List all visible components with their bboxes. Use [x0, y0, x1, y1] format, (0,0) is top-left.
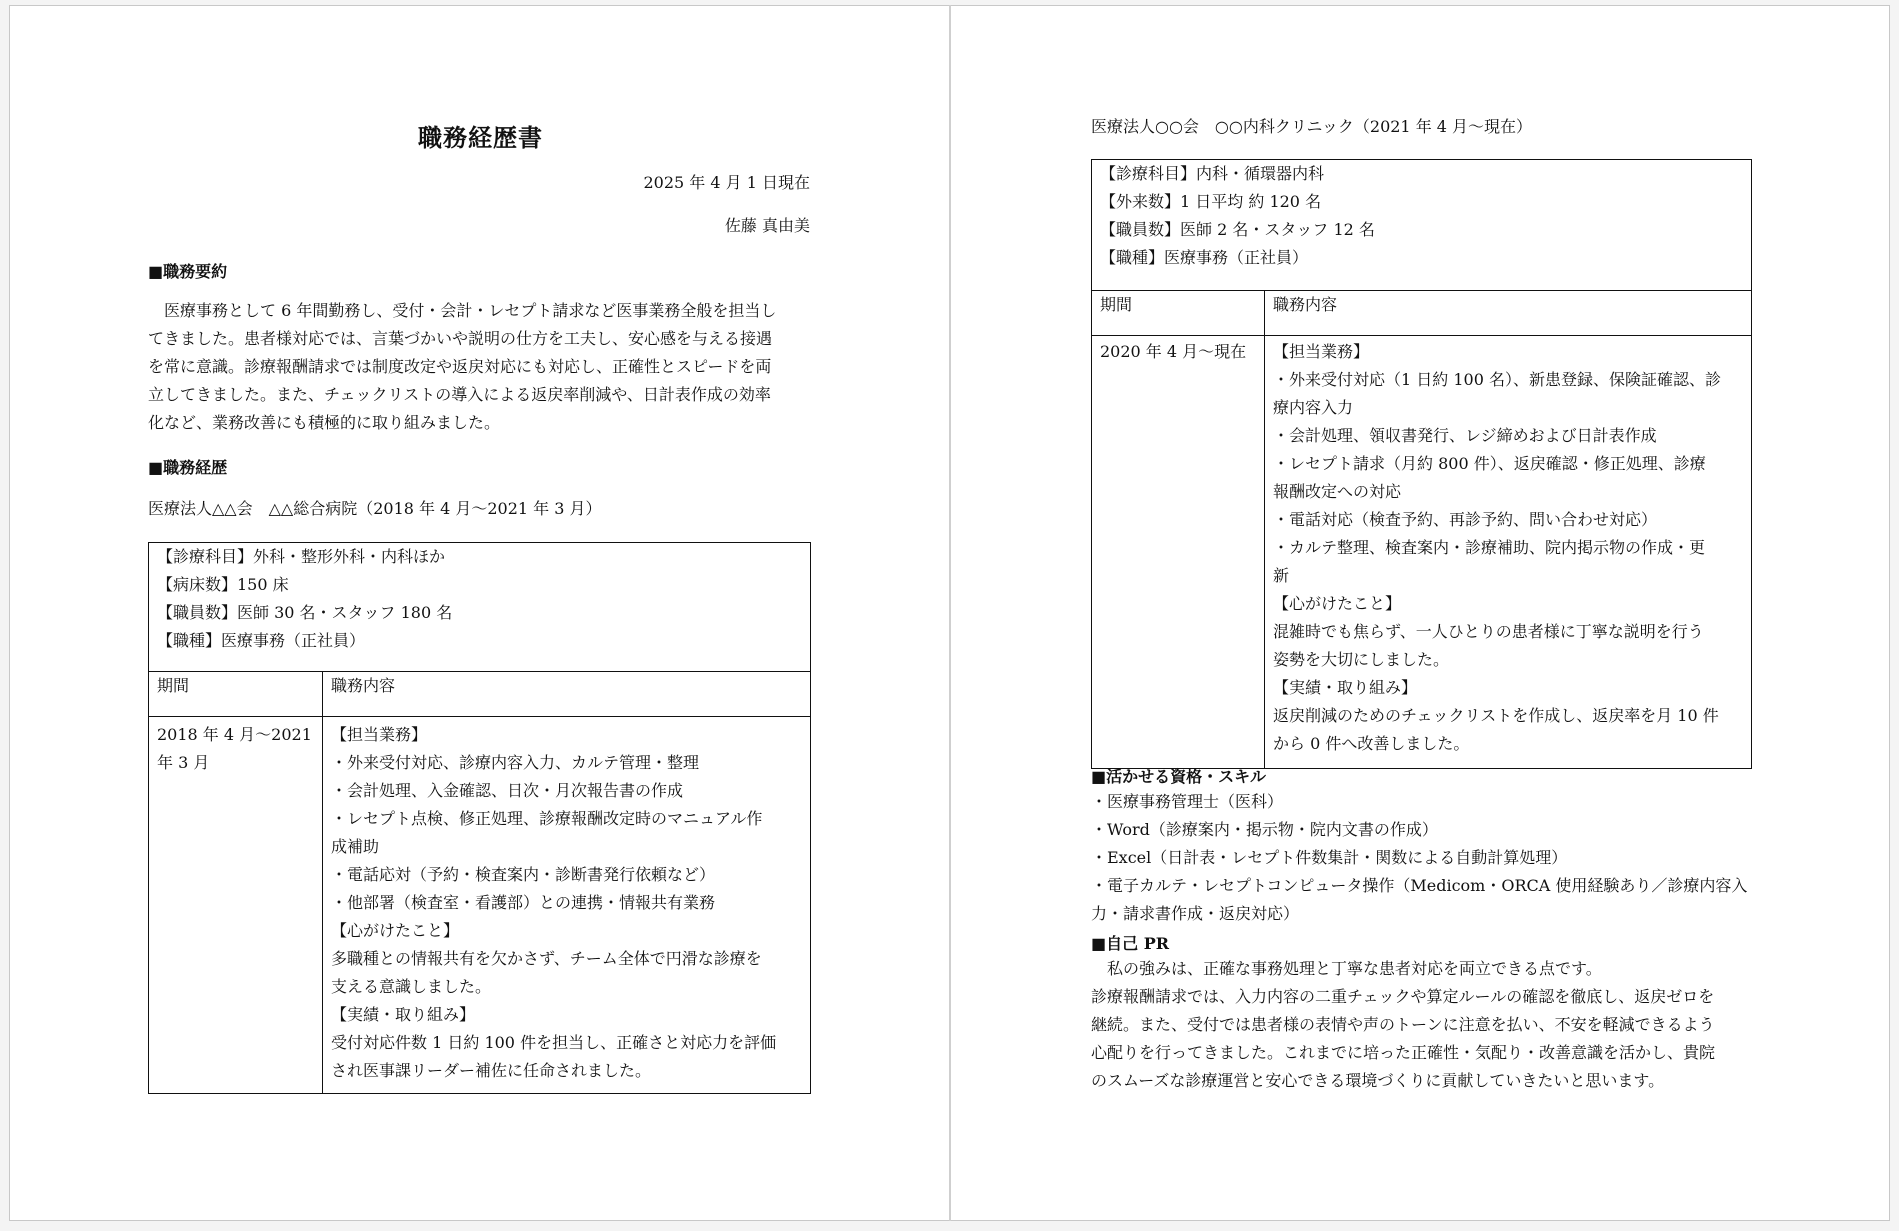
- pr-paragraph: [1091, 955, 1715, 1095]
- content-cell: [323, 717, 811, 1094]
- job-table-1: [148, 542, 811, 1094]
- skills-list: [1091, 788, 1747, 928]
- content-line: ・レセプト点検、修正処理、診療報酬改定時のマニュアル作: [331, 809, 763, 828]
- period-cell: [149, 717, 323, 1094]
- content-line: され医事課リーダー補佐に任命されました。: [331, 1061, 652, 1080]
- employer-line-2: 医療法人○○会 ○○内科クリニック（2021 年 4 月～現在）: [1091, 117, 1533, 136]
- table-row: [149, 717, 811, 1094]
- summary-heading: ■職務要約: [148, 262, 228, 281]
- info-row: [1092, 160, 1752, 291]
- content-line: ・電話応対（予約・検査案内・診断書発行依頼など）: [331, 865, 716, 884]
- table-row: [1092, 336, 1752, 769]
- info-line: 【診療科目】内科・循環器内科: [1100, 164, 1325, 183]
- period-cell: [1092, 336, 1265, 769]
- skill-item: ・電子カルテ・レセプトコンピュータ操作（Medicom・ORCA 使用経験あり／診療内容入: [1091, 876, 1748, 895]
- content-line: 【実績・取り組み】: [331, 1005, 476, 1024]
- content-line: 成補助: [331, 837, 380, 856]
- pr-line: のスムーズな診療運営と安心できる環境づくりに貢献していきたいと思います。: [1091, 1071, 1665, 1090]
- pr-heading: ■自己 PR: [1091, 934, 1170, 953]
- period-line: 2018 年 4 月～2021: [157, 725, 312, 744]
- info-cell: [1092, 160, 1752, 291]
- content-line: 返戻削減のためのチェックリストを作成し、返戻率を月 10 件: [1273, 706, 1719, 725]
- content-line: ・カルテ整理、検査案内・診療補助、院内掲示物の作成・更: [1273, 538, 1706, 557]
- content-line: 多職種との情報共有を欠かさず、チーム全体で円滑な診療を: [331, 949, 762, 968]
- info-row: [149, 543, 811, 672]
- content-line: 【担当業務】: [331, 725, 428, 744]
- content-line: ・他部署（検査室・看護部）との連携・情報共有業務: [331, 893, 716, 912]
- employer-line-1: 医療法人△△会 △△総合病院（2018 年 4 月～2021 年 3 月）: [148, 499, 602, 518]
- period-line: 年 3 月: [157, 753, 210, 772]
- content-line: から 0 件へ改善しました。: [1273, 734, 1470, 753]
- skill-item: ・Word（診療案内・掲示物・院内文書の作成）: [1091, 820, 1438, 839]
- period-header: 期間: [149, 672, 323, 717]
- content-line: 受付対応件数 1 日約 100 件を担当し、正確さと対応力を評価: [331, 1033, 777, 1052]
- info-cell: [149, 543, 811, 672]
- period-line: 2020 年 4 月～現在: [1100, 342, 1247, 361]
- summary-line: を常に意識。診療報酬請求では制度改定や返戻対応にも対応し、正確性とスピードを両: [148, 357, 772, 376]
- content-line: 【実績・取り組み】: [1273, 678, 1418, 697]
- document-title: 職務経歴書: [418, 123, 543, 152]
- content-line: ・会計処理、入金確認、日次・月次報告書の作成: [331, 781, 684, 800]
- history-heading: ■職務経歴: [148, 458, 228, 477]
- content-line: 【心がけたこと】: [1273, 594, 1402, 613]
- info-line: 【職種】医療事務（正社員）: [157, 631, 366, 650]
- info-line: 【職種】医療事務（正社員）: [1100, 248, 1309, 267]
- author-name: 佐藤 真由美: [724, 216, 810, 235]
- pr-line: 継続。また、受付では患者様の表情や声のトーンに注意を払い、不安を軽減できるよう: [1091, 1015, 1715, 1034]
- pr-line: 心配りを行ってきました。これまでに培った正確性・気配り・改善意識を活かし、貴院: [1091, 1043, 1716, 1062]
- content-line: 新: [1273, 566, 1290, 585]
- summary-paragraph: [148, 297, 776, 437]
- content-line: ・外来受付対応（1 日約 100 名）、新患登録、保険証確認、診: [1273, 370, 1721, 389]
- skill-item: 力・請求書作成・返戻対応）: [1091, 904, 1300, 923]
- skill-item: ・医療事務管理士（医科）: [1091, 792, 1284, 811]
- content-cell: [1265, 336, 1752, 769]
- pr-line: 私の強みは、正確な事務処理と丁寧な患者対応を両立できる点です。: [1091, 959, 1602, 978]
- period-header: 期間: [1092, 291, 1265, 336]
- content-header: 職務内容: [323, 672, 811, 717]
- document-date: 2025 年 4 月 1 日現在: [643, 173, 810, 192]
- content-line: ・レセプト請求（月約 800 件）、返戻確認・修正処理、診療: [1273, 454, 1706, 473]
- content-line: ・会計処理、領収書発行、レジ締めおよび日計表作成: [1273, 426, 1657, 445]
- content-line: 姿勢を大切にしました。: [1273, 650, 1450, 669]
- summary-line: 立してきました。また、チェックリストの導入による返戻率削減や、日計表作成の効率: [148, 385, 771, 404]
- content-line: ・電話対応（検査予約、再診予約、問い合わせ対応）: [1273, 510, 1658, 529]
- content-line: 支える意識しました。: [331, 977, 492, 996]
- info-line: 【診療科目】外科・整形外科・内科ほか: [157, 547, 446, 566]
- summary-line: 化など、業務改善にも積極的に取り組みました。: [148, 413, 501, 432]
- content-line: 【担当業務】: [1273, 342, 1370, 361]
- info-line: 【病床数】150 床: [157, 575, 289, 594]
- content-line: 報酬改定への対応: [1273, 482, 1402, 501]
- header-row: [1092, 291, 1752, 336]
- info-line: 【職員数】医師 30 名・スタッフ 180 名: [157, 603, 453, 622]
- pr-line: 診療報酬請求では、入力内容の二重チェックや算定ルールの確認を徹底し、返戻ゼロを: [1091, 987, 1715, 1006]
- job-table-2: [1091, 159, 1752, 769]
- header-row: [149, 672, 811, 717]
- summary-line: てきました。患者様対応では、言葉づかいや説明の仕方を工夫し、安心感を与える接遇: [148, 329, 773, 348]
- summary-line: 医療事務として 6 年間勤務し、受付・会計・レセプト請求など医事業務全般を担当し: [148, 301, 777, 320]
- content-line: 療内容入力: [1273, 398, 1354, 417]
- info-line: 【外来数】1 日平均 約 120 名: [1100, 192, 1322, 211]
- info-line: 【職員数】医師 2 名・スタッフ 12 名: [1100, 220, 1375, 239]
- skills-heading: ■活かせる資格・スキル: [1091, 767, 1266, 786]
- content-line: 【心がけたこと】: [331, 921, 460, 940]
- content-line: ・外来受付対応、診療内容入力、カルテ管理・整理: [331, 753, 700, 772]
- page-divider: [949, 5, 951, 1221]
- content-line: 混雑時でも焦らず、一人ひとりの患者様に丁寧な説明を行う: [1273, 622, 1704, 641]
- content-header: 職務内容: [1265, 291, 1752, 336]
- skill-item: ・Excel（日計表・レセプト件数集計・関数による自動計算処理）: [1091, 848, 1568, 867]
